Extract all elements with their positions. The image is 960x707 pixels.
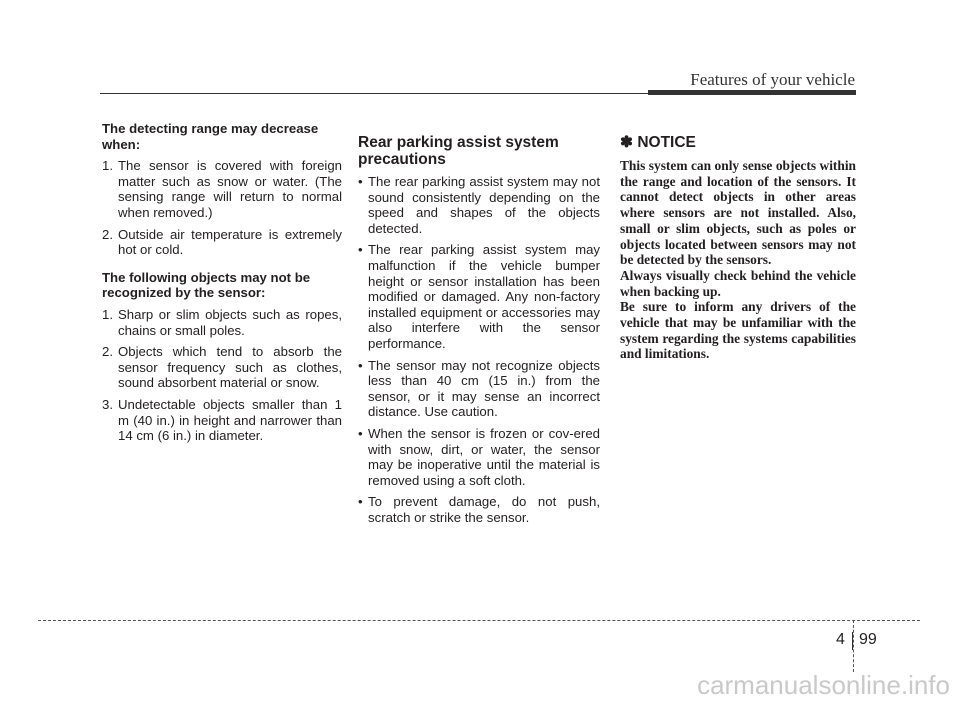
footer-dashed-rule [38, 620, 920, 621]
bullet-icon: • [358, 494, 363, 510]
list-number: 2. [102, 226, 113, 242]
notice-label: NOTICE [637, 134, 696, 151]
notice-heading [620, 134, 856, 152]
notice-body [620, 158, 856, 362]
detecting-range-heading: The detecting range may decrease when: [102, 121, 319, 152]
left-column [102, 121, 342, 450]
notice-paragraph: Be sure to inform any drivers of the vehicle that may be unfamiliar with the system regarding the systems capabilities and limitations. [620, 299, 856, 362]
bullet-icon: • [358, 242, 363, 258]
page-number: 99 [859, 631, 877, 648]
precautions-list [358, 174, 600, 525]
bullet-item [358, 426, 600, 488]
list-number: 2. [102, 344, 113, 360]
right-column [620, 121, 856, 362]
page-header-title: Features of your vehicle [690, 70, 855, 89]
bullet-text: The rear parking assist system may not sound consistently depending on the speed and shapes of the objects detected. [368, 174, 600, 236]
list-text: The sensor is covered with foreign matter such as snow or water. (The sensing range will return to normal when removed.) [118, 158, 342, 220]
bullet-item [358, 494, 600, 525]
middle-column [358, 121, 600, 531]
bullet-text: The rear parking assist system may malfunction if the vehicle bumper height or sensor installation has been modified or damaged. Any non-factory installed equipment or accessories may also interfere with the sensor performance. [368, 242, 600, 351]
bullet-icon: • [358, 357, 363, 373]
list-item [102, 158, 342, 220]
bullet-icon: • [358, 425, 363, 441]
list-text: Sharp or slim objects such as ropes, chains or small poles. [118, 306, 342, 338]
bullet-text: When the sensor is frozen or cov-ered with snow, dirt, or water, the sensor may be inoperative until the material is removed using a soft cloth. [368, 425, 600, 488]
list-item [102, 397, 342, 444]
footer-vertical-dash [853, 620, 854, 672]
list-number: 1. [102, 306, 113, 322]
notice-paragraph: Always visually check behind the vehicle when backing up. [620, 267, 856, 299]
list-item [102, 344, 342, 391]
bullet-item [358, 174, 600, 236]
unrecognized-objects-heading: The following objects may not be recognized by the sensor: [102, 269, 311, 301]
chapter-number: 4 [836, 631, 845, 648]
list-text: Objects which tend to absorb the sensor frequency such as clothes, sound absorbent material or snow. [118, 344, 342, 391]
page-number-divider [852, 632, 853, 650]
bullet-item [358, 242, 600, 351]
notice-star-icon: ✽ [620, 134, 633, 151]
list-number: 1. [102, 158, 113, 174]
list-number: 3. [102, 396, 113, 412]
list-item [102, 227, 342, 258]
bullet-item [358, 358, 600, 420]
unrecognized-objects-list [102, 307, 342, 444]
site-watermark: carmanualsonline.info [697, 670, 950, 700]
bullet-text: To prevent damage, do not push, scratch or strike the sensor. [368, 494, 600, 525]
bullet-text: The sensor may not recognize objects less than 40 cm (15 in.) from the sensor, or it may sense an incorrect distance. Use caution. [368, 357, 600, 420]
list-text: Undetectable objects smaller than 1 m (40 in.) in height and narrower than 14 cm (6 in.) in diameter. [118, 396, 342, 444]
notice-paragraph: This system can only sense objects within the range and location of the sensors. It cannot detect objects in other areas where sensors are not installed. Also, small or slim objects, such as poles or objects located between sensors may not be detected by the sensors. [620, 158, 856, 268]
detecting-range-list [102, 158, 342, 258]
list-item [102, 307, 342, 338]
bullet-icon: • [358, 174, 363, 189]
list-text: Outside air temperature is extremely hot or cold. [118, 226, 342, 258]
section-title: Rear parking assist system precautions [358, 134, 559, 168]
header-accent-bar [648, 90, 856, 95]
